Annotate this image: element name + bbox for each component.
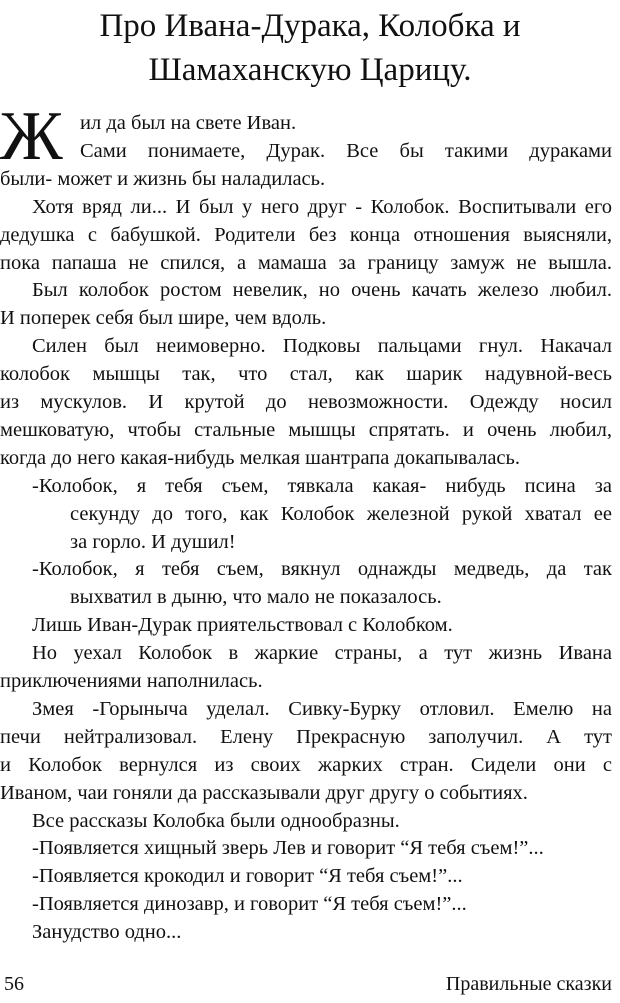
- text-line: выхватил в дыню, что мало не показалось.: [70, 586, 442, 609]
- text-line: из мускулов. И крутой до невозможности. Одежду носил: [0, 391, 612, 413]
- text-line: были- может и жизнь бы наладилась.: [0, 167, 326, 190]
- text-line: -Колобок, я тебя съем, тявкала какая- нибудь псина за: [32, 474, 612, 497]
- text-line: Иваном, чаи гоняли да рассказывали друг другу о событиях.: [0, 781, 528, 804]
- text-line: Но уехал Колобок в жаркие страны, а тут жизнь Ивана: [32, 642, 612, 665]
- text-line: -Появляется крокодил и говорит “Я тебя съем!”...: [32, 865, 463, 888]
- text-line: печи нейтрализовал. Елену Прекрасную заполучил. А тут: [0, 725, 612, 748]
- running-footer-book-title: Правильные сказки: [445, 973, 612, 995]
- text-line: -Колобок, я тебя съем, вякнул однажды медведь, да так: [32, 558, 612, 581]
- text-line: Хотя вряд ли... И был у него друг - Колобок. Воспитывали его: [32, 195, 612, 218]
- text-line: когда до него какая-нибудь мелкая шантрапа докапывалась.: [0, 446, 520, 469]
- text-line: секунду до того, как Колобок железной рукой хватал ее: [70, 502, 612, 525]
- text-line: И поперек себя был шире, чем вдоль.: [0, 307, 327, 330]
- text-line: дедушка с бабушкой. Родители без конца отношения выясняли,: [0, 223, 612, 246]
- text-line: Сами понимаете, Дурак. Все бы такими дураками: [80, 139, 612, 162]
- text-line: Силен был неимоверно. Подковы пальцами гнул. Накачал: [32, 335, 612, 358]
- text-line: Все рассказы Колобка были однообразны.: [32, 809, 400, 832]
- text-line: Змея -Горыныча уделал. Сивку-Бурку отловил. Емелю на: [32, 697, 612, 720]
- text-line: и Колобок вернулся из своих жарких стран. Сидели они с: [0, 753, 612, 776]
- text-line: пока папаша не спился, а мамаша за границу замуж не вышла.: [0, 251, 612, 274]
- text-line: приключениями наполнилась.: [0, 670, 263, 692]
- text-line: мешковатую, чтобы стальные мышцы спрятать. и очень любил,: [0, 418, 612, 441]
- text-line: Занудство одно...: [32, 921, 182, 944]
- text-line: Был колобок ростом невелик, но очень качать железо любил.: [32, 279, 612, 302]
- text-line: -Появляется динозавр, и говорит “Я тебя съем!”...: [32, 893, 467, 916]
- chapter-title-line-1: Про Ивана-Дурака, Колобка и: [99, 8, 521, 44]
- text-line: колобок мышцы так, что стал, как шарик надувной-весь: [0, 363, 612, 386]
- page-number: 56: [4, 973, 24, 995]
- text-line: ил да был на свете Иван.: [80, 112, 297, 134]
- chapter-title: [0, 4, 620, 92]
- text-line: Лишь Иван-Дурак приятельствовал с Колобком.: [32, 614, 453, 637]
- text-line: за горло. И душил!: [70, 530, 236, 553]
- chapter-title-line-2: Шамаханскую Царицу.: [148, 52, 472, 88]
- text-line: -Появляется хищный зверь Лев и говорит “Я тебя съем!”...: [32, 837, 544, 860]
- drop-cap: Ж: [0, 98, 63, 175]
